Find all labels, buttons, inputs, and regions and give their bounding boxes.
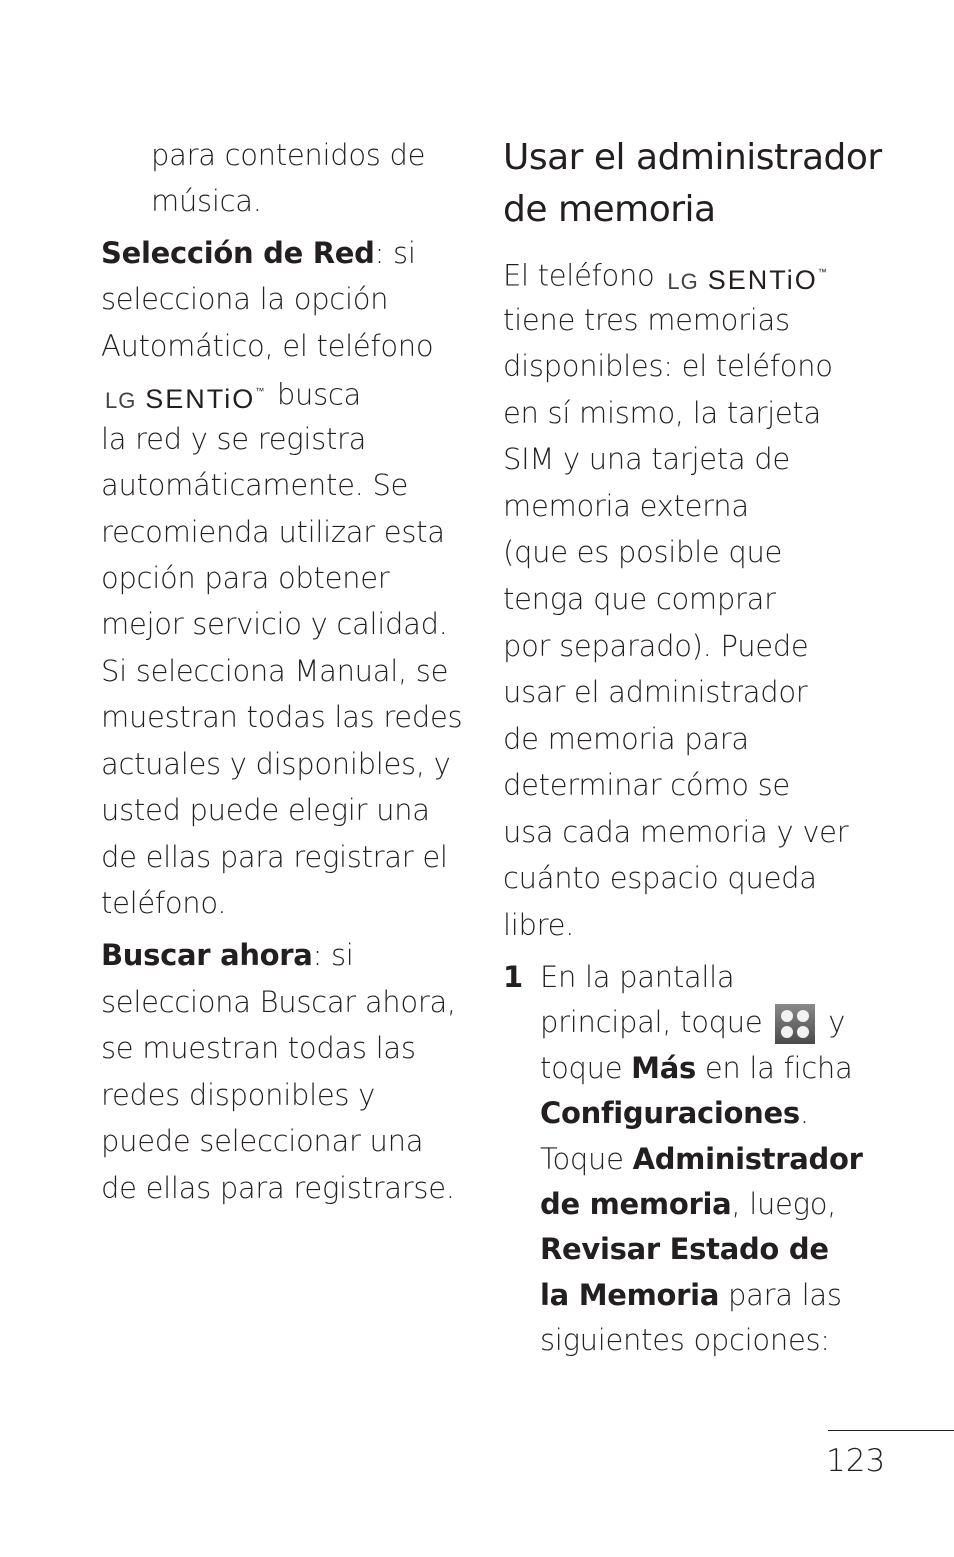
text-line xyxy=(540,1045,852,1091)
text-run: automáticamente. Se xyxy=(101,468,409,503)
text-run: de ellas para registrarse. xyxy=(101,1171,455,1205)
logo-brand: LG xyxy=(667,269,699,294)
text-line xyxy=(101,880,226,926)
text-run: Si selecciona Manual, se xyxy=(101,653,449,688)
page-number: 123 xyxy=(826,1443,886,1479)
text-line xyxy=(540,999,845,1045)
text-run: se muestran todas las xyxy=(101,1031,416,1066)
text-line xyxy=(503,436,790,482)
text-run: siguientes opciones: xyxy=(540,1323,830,1358)
text-line xyxy=(540,1226,829,1272)
text-line xyxy=(503,297,790,343)
text-line xyxy=(503,902,574,948)
text-line xyxy=(503,483,749,529)
text-line xyxy=(151,132,425,178)
text-line xyxy=(101,416,366,462)
bold-term: Más xyxy=(631,1050,696,1085)
logo-product: SENTiO xyxy=(707,265,818,295)
text-run: disponibles: el teléfono xyxy=(503,349,833,384)
text-line xyxy=(503,762,790,808)
text-run: tenga que comprar xyxy=(503,581,776,616)
text-run: tiene tres memorias xyxy=(503,302,790,337)
text-run: opción para obtener xyxy=(101,561,390,595)
text-line xyxy=(101,932,354,978)
bold-term: Selección de Red xyxy=(101,236,375,270)
text-run: SIM y una tarjeta de xyxy=(503,442,790,477)
text-line xyxy=(540,1181,836,1227)
text-line xyxy=(503,809,848,855)
text-run: En la pantalla xyxy=(540,960,735,994)
text-line xyxy=(101,648,448,694)
text-run: usar el administrador xyxy=(503,675,808,710)
text-line xyxy=(101,601,448,647)
text-line xyxy=(101,369,361,415)
text-line xyxy=(503,390,821,436)
text-run: libre. xyxy=(503,907,575,942)
text-line xyxy=(101,787,430,833)
text-line xyxy=(503,250,830,296)
text-line xyxy=(101,1165,455,1211)
bold-term: Revisar Estado de xyxy=(540,1232,829,1267)
text-line xyxy=(101,1025,416,1071)
text-run: principal, toque xyxy=(540,1005,772,1040)
text-run: de ellas para registrar el xyxy=(101,839,448,874)
text-run: memoria externa xyxy=(503,488,749,523)
text-run: la red y se registra xyxy=(101,421,367,456)
text-line xyxy=(101,462,408,508)
text-line xyxy=(101,741,451,787)
logo-trademark: ™ xyxy=(817,268,827,278)
bold-term: la Memoria xyxy=(540,1277,720,1312)
text-run: recomienda utilizar esta xyxy=(101,514,445,549)
section-heading-line-2: de memoria xyxy=(503,189,716,230)
text-line xyxy=(540,1272,842,1318)
text-run: muestran todas las redes xyxy=(101,700,463,735)
text-run: por separado). Puede xyxy=(503,628,809,663)
section-heading-line-1: Usar el administrador xyxy=(503,137,882,178)
bold-term: Configuraciones xyxy=(540,1096,800,1131)
text-line xyxy=(540,1317,830,1363)
bold-term: de memoria xyxy=(540,1187,732,1221)
text-run: selecciona Buscar ahora, xyxy=(101,984,456,1019)
text-run: puede seleccionar una xyxy=(101,1124,424,1159)
text-run: , luego, xyxy=(731,1187,837,1221)
text-run: cuánto espacio queda xyxy=(503,861,817,896)
text-run: usted puede elegir una xyxy=(101,793,430,828)
text-run: toque xyxy=(540,1050,632,1085)
apps-grid-icon xyxy=(775,1004,815,1044)
bold-term: Buscar ahora xyxy=(101,938,313,972)
text-run: música. xyxy=(151,184,262,218)
text-run: redes disponibles y xyxy=(101,1077,375,1112)
text-line xyxy=(540,1090,809,1136)
text-run: en la ficha xyxy=(695,1050,853,1085)
text-run: Toque xyxy=(540,1141,633,1176)
text-run: de memoria para xyxy=(503,721,749,756)
text-run: : si xyxy=(374,236,416,270)
text-line xyxy=(540,1136,863,1182)
text-line xyxy=(151,178,262,224)
text-line xyxy=(503,669,807,715)
text-line xyxy=(101,1072,375,1118)
text-line xyxy=(101,1118,423,1164)
text-run: El teléfono xyxy=(503,258,664,293)
text-run: para contenidos de xyxy=(151,138,426,172)
text-line xyxy=(101,834,448,880)
footer-rule xyxy=(828,1430,954,1431)
text-line xyxy=(503,716,749,762)
text-line xyxy=(101,979,456,1025)
text-run: y xyxy=(819,1005,846,1040)
logo-trademark: ™ xyxy=(255,387,264,398)
text-line xyxy=(101,555,389,601)
text-line xyxy=(540,954,734,1000)
text-run: para las xyxy=(719,1277,842,1312)
text-line xyxy=(101,323,433,369)
text-run: selecciona la opción xyxy=(101,282,389,317)
text-line xyxy=(101,509,445,555)
step-number: 1 xyxy=(503,960,523,994)
text-line xyxy=(503,623,808,669)
text-line xyxy=(101,694,462,740)
text-line xyxy=(101,230,416,276)
text-run: usa cada memoria y ver xyxy=(503,814,849,849)
logo-brand: LG xyxy=(105,388,137,414)
text-line xyxy=(503,529,782,575)
logo-product: SENTiO xyxy=(145,384,256,415)
bold-term: Administrador xyxy=(632,1141,863,1176)
text-run: en sí mismo, la tarjeta xyxy=(503,395,821,430)
text-run: busca xyxy=(268,377,362,412)
text-run: teléfono. xyxy=(101,886,227,921)
text-run: mejor servicio y calidad. xyxy=(101,607,448,642)
text-run: actuales y disponibles, y xyxy=(101,746,451,781)
text-run: . xyxy=(799,1096,809,1131)
text-line xyxy=(101,276,388,322)
text-run: : si xyxy=(312,938,354,972)
text-run: determinar cómo se xyxy=(503,768,790,803)
text-line xyxy=(503,343,833,389)
text-run: (que es posible que xyxy=(503,535,783,570)
text-run: Automático, el teléfono xyxy=(101,328,434,363)
text-line xyxy=(503,855,817,901)
text-line xyxy=(503,576,776,622)
